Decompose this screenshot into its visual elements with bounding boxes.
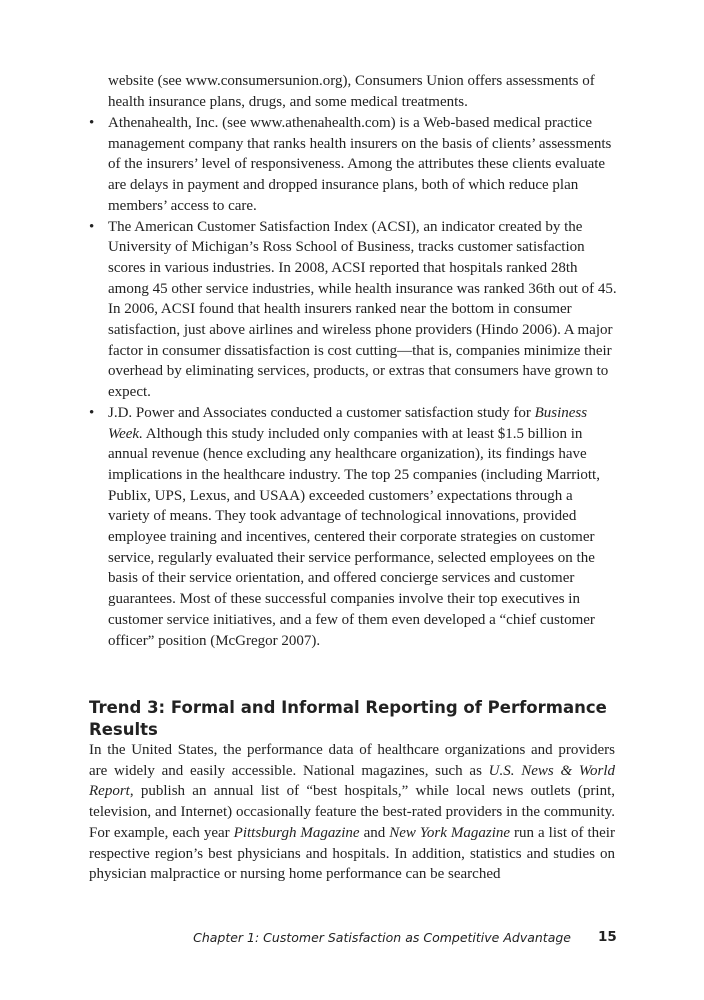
bullet-item-jd-power [0,403,618,651]
section-heading: Trend 3: Formal and Informal Reporting of Performance Results [89,698,607,739]
paragraph-text-3: and [359,824,390,841]
paragraph-text-1: In the United States, the performance data of healthcare organizations and providers are widely and easily accessible. National magazines, such as [89,742,615,779]
bullet-text-start: J.D. Power and Associates conducted a customer satisfaction study for [108,404,535,421]
paragraph-text-4: run a list of their respective region’s best physicians and hospitals. In addition, statistics and studies on physician malpractice or nursing home performance can be searched [89,824,615,883]
running-footer-title: Chapter 1: Customer Satisfaction as Competitive Advantage [193,930,571,945]
body-paragraph [89,740,615,885]
publication-title-newyork: New York Magazine [389,824,511,841]
publication-title-pittsburgh: Pittsburgh Magazine [233,824,360,841]
bullet-text-end: Although this study included only companies with at least $1.5 billion in annual revenue (hence excluding any healthcare organization), its findings have implications in the healthcare industry. The top 25 companies (including Marriott, Publix, UPS, Lexus, and USAA) exceeded customers’ expectations through a variety of means. They took advantage of technological innovations, provided employee training and incentives, centered their corporate strategies on customer service, regularly evaluated their service performance, selected employees on the basis of their service orientation, and offered concierge services and customer guarantees. Most of these successful companies involve their top executives in customer service initiatives, and a few of them even developed a “chief customer officer” position (McGregor 2007). [108,425,600,649]
continued-paragraph: website (see www.consumersunion.org), Consumers Union offers assessments of health insurance plans, drugs, and some medical treatments. [108,73,595,110]
publication-title-usnews: U.S. News & World Report [89,762,615,800]
bullet-list [0,113,618,651]
bullet-item-acsi: • The American Customer Satisfaction Index (ACSI), an indicator created by the University of Michigan’s Ross School of Business, tracks customer satisfaction scores in various industries. In 2008, ACSI reported that hospitals ranked 28th among 45 other service industries, while health insurance was ranked 36th out of 45. In 2006, ACSI found that health insurers ranked near the bottom in consumer satisfaction, just above airlines and wireless phone providers (Hindo 2006). A major factor in consumer dissatisfaction is cost cutting—that is, companies minimize their overhead by eliminating services, products, or extras that consumers have grown to expect. [0,217,618,403]
publication-title: Business Week. [108,404,588,442]
page-number: 15 [598,929,617,945]
paragraph-text-2: , publish an annual list of “best hospitals,” while local news outlets (print, television, and Internet) occasionally feature the best-rated providers in the community. For example, each year [89,783,615,841]
bullet-item-athenahealth: • Athenahealth, Inc. (see www.athenahealth.com) is a Web-based medical practice management company that ranks health insurers on the basis of clients’ assessments of the insurers’ level of responsiveness. Among the attributes these clients evaluate are delays in payment and dropped insurance plans, both of which reduce plan members’ access to care. [0,113,618,217]
